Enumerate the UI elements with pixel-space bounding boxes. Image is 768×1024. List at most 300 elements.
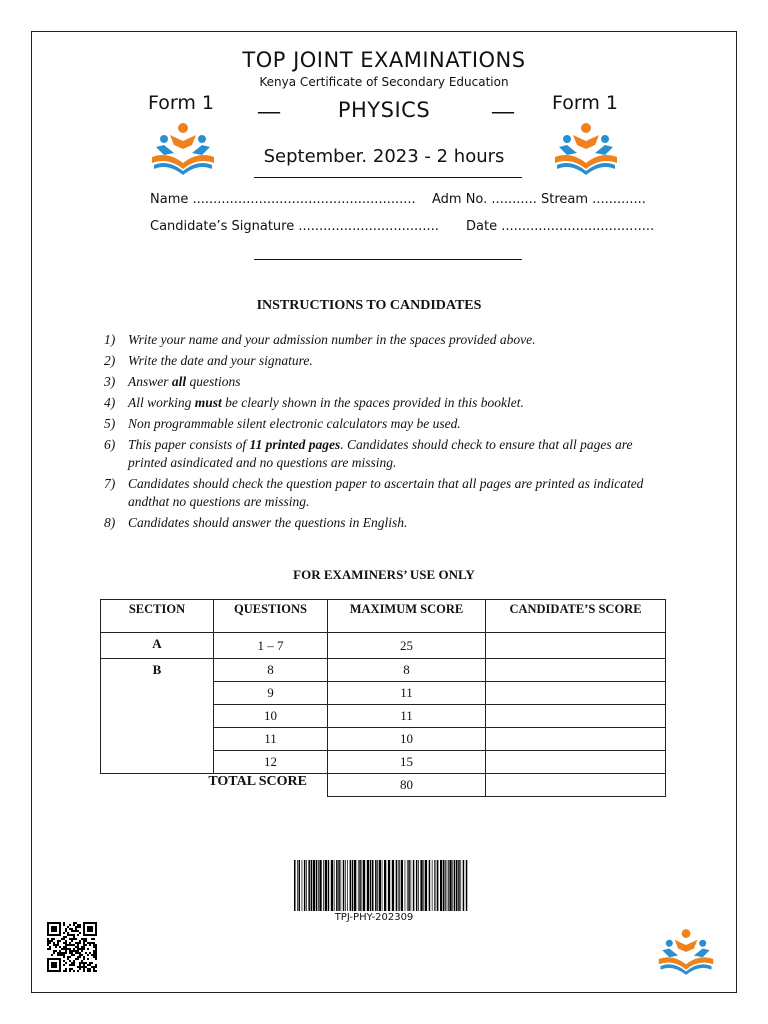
qr-module — [59, 964, 61, 966]
barcode-bar — [432, 860, 433, 911]
score-table-header — [101, 600, 666, 633]
barcode-bar — [341, 860, 342, 911]
barcode-bar — [398, 860, 399, 911]
qr-module — [75, 938, 77, 940]
qr-module — [75, 952, 77, 954]
barcode-bar — [443, 860, 445, 911]
qr-module — [81, 954, 83, 956]
qr-module — [81, 966, 83, 968]
qr-module — [51, 962, 53, 964]
qr-module — [71, 964, 73, 966]
qr-module — [93, 950, 95, 952]
qr-module — [47, 948, 49, 950]
qr-module — [73, 954, 75, 956]
barcode-bar — [413, 860, 415, 911]
barcode-bar — [367, 860, 369, 911]
qr-module — [75, 930, 77, 932]
qr-module — [63, 936, 65, 938]
qr-module — [71, 934, 73, 936]
barcode-bar — [372, 860, 374, 911]
question-cell: 10 — [214, 705, 328, 728]
qr-module — [63, 948, 65, 950]
total-score-label: TOTAL SCORE — [208, 774, 307, 789]
qr-module — [91, 942, 93, 944]
qr-module — [49, 958, 51, 960]
barcode-bar — [436, 860, 437, 911]
qr-module — [87, 934, 89, 936]
subject-title: PHYSICS — [337, 98, 431, 122]
qr-module — [67, 934, 69, 936]
qr-module — [87, 970, 89, 972]
form-label-left: Form 1 — [148, 92, 214, 114]
qr-module — [47, 944, 49, 946]
qr-module — [89, 944, 91, 946]
barcode-bar — [302, 860, 303, 911]
qr-module — [69, 924, 71, 926]
barcode-bar — [466, 860, 468, 911]
qr-module — [93, 966, 95, 968]
qr-module — [73, 938, 75, 940]
instruction-number: 7) — [104, 476, 116, 491]
qr-module — [69, 960, 71, 962]
section-cell: B — [101, 659, 214, 774]
qr-module — [91, 928, 93, 930]
footer-logo-icon — [657, 926, 715, 978]
qr-module — [61, 948, 63, 950]
qr-module — [53, 966, 55, 968]
title-dash-right: — — [492, 98, 514, 123]
qr-module — [63, 970, 65, 972]
qr-module — [95, 952, 97, 954]
qr-module — [95, 956, 97, 958]
qr-module — [57, 942, 59, 944]
qr-module — [77, 950, 79, 952]
barcode-bar — [384, 860, 386, 911]
instruction-item — [104, 514, 664, 532]
barcode-bar — [313, 860, 315, 911]
max-score-cell: 11 — [328, 705, 486, 728]
qr-module — [55, 946, 57, 948]
qr-module — [59, 950, 61, 952]
qr-module — [91, 934, 93, 936]
qr-module — [81, 962, 83, 964]
qr-module — [67, 926, 69, 928]
qr-module — [95, 934, 97, 936]
name-field[interactable]: Name ...................................................... — [150, 192, 416, 207]
qr-module — [77, 956, 79, 958]
session-underline — [254, 177, 522, 178]
barcode-bar — [416, 860, 418, 911]
qr-module — [79, 924, 81, 926]
header-section: SECTION — [101, 600, 214, 633]
instruction-number: 1) — [104, 332, 116, 347]
max-score-cell: 10 — [328, 728, 486, 751]
barcode-bar — [311, 860, 313, 911]
qr-module — [47, 942, 49, 944]
qr-module — [59, 960, 61, 962]
barcode-bar — [359, 860, 361, 911]
barcode-bar — [392, 860, 394, 911]
qr-module — [71, 940, 73, 942]
qr-module — [49, 946, 51, 948]
qr-module — [49, 942, 51, 944]
instruction-emphasis: 11 printed pages — [249, 437, 341, 452]
qr-module — [83, 934, 85, 936]
qr-module — [65, 952, 67, 954]
barcode-bar — [338, 860, 340, 911]
qr-module — [73, 960, 75, 962]
qr-module — [93, 956, 95, 958]
question-cell: 11 — [214, 728, 328, 751]
instruction-item — [104, 475, 664, 511]
qr-module — [93, 946, 95, 948]
qr-module — [77, 948, 79, 950]
barcode-bar — [350, 860, 352, 911]
candidate-score-cell[interactable] — [486, 682, 666, 705]
form-label-right: Form 1 — [552, 92, 618, 114]
qr-module — [47, 928, 49, 930]
qr-module — [53, 938, 55, 940]
instruction-number: 8) — [104, 515, 116, 530]
question-cell: 8 — [214, 659, 328, 682]
qr-module — [59, 932, 61, 934]
qr-module — [71, 928, 73, 930]
qr-module — [55, 950, 57, 952]
qr-module — [65, 948, 67, 950]
instructions-title: INSTRUCTIONS TO CANDIDATES — [256, 298, 482, 313]
qr-module — [53, 958, 55, 960]
school-logo-icon — [150, 121, 216, 177]
qr-module — [75, 958, 77, 960]
qr-module — [63, 924, 65, 926]
qr-module — [83, 956, 85, 958]
qr-module — [47, 930, 49, 932]
qr-module — [71, 950, 73, 952]
instruction-emphasis: must — [194, 395, 222, 410]
qr-module — [77, 930, 79, 932]
qr-module — [47, 922, 49, 924]
total-row — [101, 774, 666, 797]
qr-module — [83, 938, 85, 940]
qr-module — [85, 962, 87, 964]
total-max-score: 80 — [328, 774, 486, 797]
qr-module — [61, 954, 63, 956]
qr-module — [93, 942, 95, 944]
qr-module — [51, 966, 53, 968]
title-dash-left: — — [258, 98, 280, 123]
qr-module — [69, 956, 71, 958]
barcode-bar — [328, 860, 330, 911]
qr-module — [55, 966, 57, 968]
barcode-bar — [382, 860, 383, 911]
qr-module — [95, 954, 97, 956]
qr-module — [65, 946, 67, 948]
qr-module — [77, 942, 79, 944]
barcode-bar — [294, 860, 296, 911]
header-candidate-score: CANDIDATE’S SCORE — [486, 600, 666, 633]
qr-module — [83, 928, 85, 930]
qr-module — [89, 970, 91, 972]
qr-module — [63, 956, 65, 958]
qr-module — [51, 940, 53, 942]
barcode-bar — [352, 860, 354, 911]
instruction-number: 3) — [104, 374, 116, 389]
qr-module — [73, 930, 75, 932]
qr-module — [55, 922, 57, 924]
school-logo-icon — [553, 121, 619, 177]
max-score-cell: 15 — [328, 751, 486, 774]
barcode-bar — [420, 860, 422, 911]
qr-module — [73, 922, 75, 924]
qr-module — [79, 940, 81, 942]
qr-module — [61, 952, 63, 954]
candidate-score-cell[interactable] — [486, 705, 666, 728]
qr-module — [59, 962, 61, 964]
qr-module — [77, 944, 79, 946]
qr-module — [73, 948, 75, 950]
instruction-item — [104, 436, 664, 472]
qr-module — [47, 958, 49, 960]
instruction-text: Write your name and your admission number in the spaces provided above. — [128, 332, 536, 347]
qr-module — [69, 944, 71, 946]
barcode-bar — [454, 860, 456, 911]
qr-module — [93, 968, 95, 970]
barcode-bar — [363, 860, 365, 911]
total-candidate-score[interactable] — [486, 774, 666, 797]
barcode-bar — [362, 860, 363, 911]
qr-module — [83, 944, 85, 946]
barcode-bar — [334, 860, 335, 911]
qr-module — [77, 926, 79, 928]
barcode-bar — [354, 860, 356, 911]
qr-module — [71, 962, 73, 964]
qr-module — [65, 936, 67, 938]
qr-module — [71, 944, 73, 946]
barcode-bar — [447, 860, 448, 911]
qr-module — [47, 964, 49, 966]
qr-module — [69, 928, 71, 930]
instruction-item — [104, 373, 664, 391]
qr-module — [87, 928, 89, 930]
barcode-bar — [299, 860, 301, 911]
qr-module — [59, 970, 61, 972]
barcode-icon — [294, 860, 468, 911]
qr-module — [79, 932, 81, 934]
qr-module — [73, 944, 75, 946]
qr-module — [53, 962, 55, 964]
qr-module — [89, 942, 91, 944]
qr-module — [95, 932, 97, 934]
qr-module — [75, 946, 77, 948]
header-divider — [254, 259, 522, 260]
barcode-bar — [304, 860, 306, 911]
qr-module — [47, 960, 49, 962]
qr-module — [67, 932, 69, 934]
qr-module — [49, 948, 51, 950]
header-questions: QUESTIONS — [214, 600, 328, 633]
qr-module — [65, 940, 67, 942]
qr-module — [81, 938, 83, 940]
adm-stream-field[interactable]: Adm No. ........... Stream ............. — [432, 192, 646, 207]
barcode-bar — [343, 860, 345, 911]
qr-module — [83, 966, 85, 968]
qr-module — [89, 926, 91, 928]
qr-module — [63, 964, 65, 966]
barcode-bar — [396, 860, 398, 911]
qr-code-icon — [47, 922, 97, 972]
instruction-text: Answer all questions — [128, 374, 241, 389]
barcode-bar — [377, 860, 378, 911]
qr-module — [63, 954, 65, 956]
qr-module — [47, 970, 49, 972]
qr-module — [55, 958, 57, 960]
qr-module — [57, 958, 59, 960]
qr-module — [67, 958, 69, 960]
qr-module — [47, 962, 49, 964]
qr-module — [59, 968, 61, 970]
qr-module — [85, 944, 87, 946]
instruction-text: Write the date and your signature. — [128, 353, 313, 368]
max-score-cell: 25 — [328, 633, 486, 659]
qr-module — [81, 960, 83, 962]
qr-module — [63, 932, 65, 934]
qr-module — [83, 962, 85, 964]
qr-module — [55, 926, 57, 928]
qr-module — [53, 934, 55, 936]
qr-module — [79, 964, 81, 966]
qr-module — [77, 946, 79, 948]
qr-module — [73, 964, 75, 966]
qr-module — [69, 938, 71, 940]
qr-module — [79, 942, 81, 944]
qr-module — [65, 968, 67, 970]
qr-module — [55, 964, 57, 966]
qr-module — [91, 954, 93, 956]
qr-module — [79, 966, 81, 968]
qr-module — [53, 922, 55, 924]
instruction-number: 5) — [104, 416, 116, 431]
barcode-bar — [319, 860, 321, 911]
qr-module — [71, 968, 73, 970]
qr-module — [95, 922, 97, 924]
qr-module — [81, 950, 83, 952]
qr-module — [93, 934, 95, 936]
qr-module — [65, 942, 67, 944]
qr-module — [69, 952, 71, 954]
instruction-emphasis: all — [171, 374, 187, 389]
qr-module — [83, 948, 85, 950]
qr-module — [83, 922, 85, 924]
qr-module — [65, 928, 67, 930]
qr-module — [51, 970, 53, 972]
max-score-cell: 8 — [328, 659, 486, 682]
qr-module — [91, 938, 93, 940]
qr-module — [77, 952, 79, 954]
question-cell: 1 – 7 — [214, 633, 328, 659]
qr-module — [73, 962, 75, 964]
qr-module — [71, 954, 73, 956]
qr-module — [61, 938, 63, 940]
qr-module — [69, 950, 71, 952]
qr-module — [81, 946, 83, 948]
qr-module — [79, 952, 81, 954]
instruction-text: Candidates should check the question paper to ascertain that all pages are printed as indicated andthat no questions are missing. — [128, 476, 644, 509]
qr-module — [51, 928, 53, 930]
qr-module — [57, 922, 59, 924]
exam-title: TOP JOINT EXAMINATIONS — [242, 48, 526, 72]
qr-module — [65, 930, 67, 932]
qr-module — [93, 922, 95, 924]
qr-module — [87, 926, 89, 928]
qr-module — [77, 958, 79, 960]
qr-module — [69, 964, 71, 966]
qr-module — [65, 970, 67, 972]
qr-module — [95, 930, 97, 932]
barcode-bar — [449, 860, 451, 911]
qr-module — [55, 962, 57, 964]
qr-module — [55, 970, 57, 972]
barcode-bar — [316, 860, 318, 911]
qr-module — [59, 952, 61, 954]
instruction-text: Non programmable silent electronic calculators may be used. — [128, 416, 461, 431]
qr-module — [93, 970, 95, 972]
qr-module — [95, 946, 97, 948]
candidate-score-cell[interactable] — [486, 633, 666, 659]
qr-module — [77, 966, 79, 968]
qr-module — [87, 948, 89, 950]
barcode-text: TPJ-PHY-202309 — [334, 912, 414, 923]
candidate-score-cell[interactable] — [486, 659, 666, 682]
session-line: September. 2023 - 2 hours — [263, 146, 505, 167]
barcode-bar — [425, 860, 427, 911]
section-cell: A — [101, 633, 214, 659]
signature-field[interactable]: Candidate’s Signature .................................. — [150, 219, 439, 234]
qr-module — [47, 938, 49, 940]
qr-module — [65, 944, 67, 946]
barcode-bar — [445, 860, 446, 911]
qr-module — [79, 954, 81, 956]
candidate-score-cell[interactable] — [486, 728, 666, 751]
qr-module — [59, 930, 61, 932]
qr-module — [53, 942, 55, 944]
qr-module — [89, 922, 91, 924]
qr-module — [59, 958, 61, 960]
barcode-bar — [323, 860, 324, 911]
instruction-number: 6) — [104, 437, 116, 452]
qr-module — [93, 944, 95, 946]
qr-module — [73, 924, 75, 926]
date-field[interactable]: Date ..................................... — [466, 219, 655, 234]
qr-module — [49, 940, 51, 942]
qr-module — [87, 942, 89, 944]
qr-module — [53, 930, 55, 932]
table-row — [101, 633, 666, 659]
qr-module — [57, 934, 59, 936]
qr-module — [83, 926, 85, 928]
instruction-text: This paper consists of 11 printed pages. Candidates should check to ensure that all pages are printed asindicated and no questions are missing. — [128, 437, 633, 470]
candidate-score-cell[interactable] — [486, 751, 666, 774]
qr-module — [51, 934, 53, 936]
barcode-bar — [463, 860, 465, 911]
barcode-bar — [375, 860, 377, 911]
qr-module — [83, 942, 85, 944]
barcode-bar — [418, 860, 419, 911]
qr-module — [75, 922, 77, 924]
instruction-item — [104, 331, 664, 349]
barcode-bar — [325, 860, 327, 911]
qr-module — [89, 934, 91, 936]
qr-module — [89, 962, 91, 964]
